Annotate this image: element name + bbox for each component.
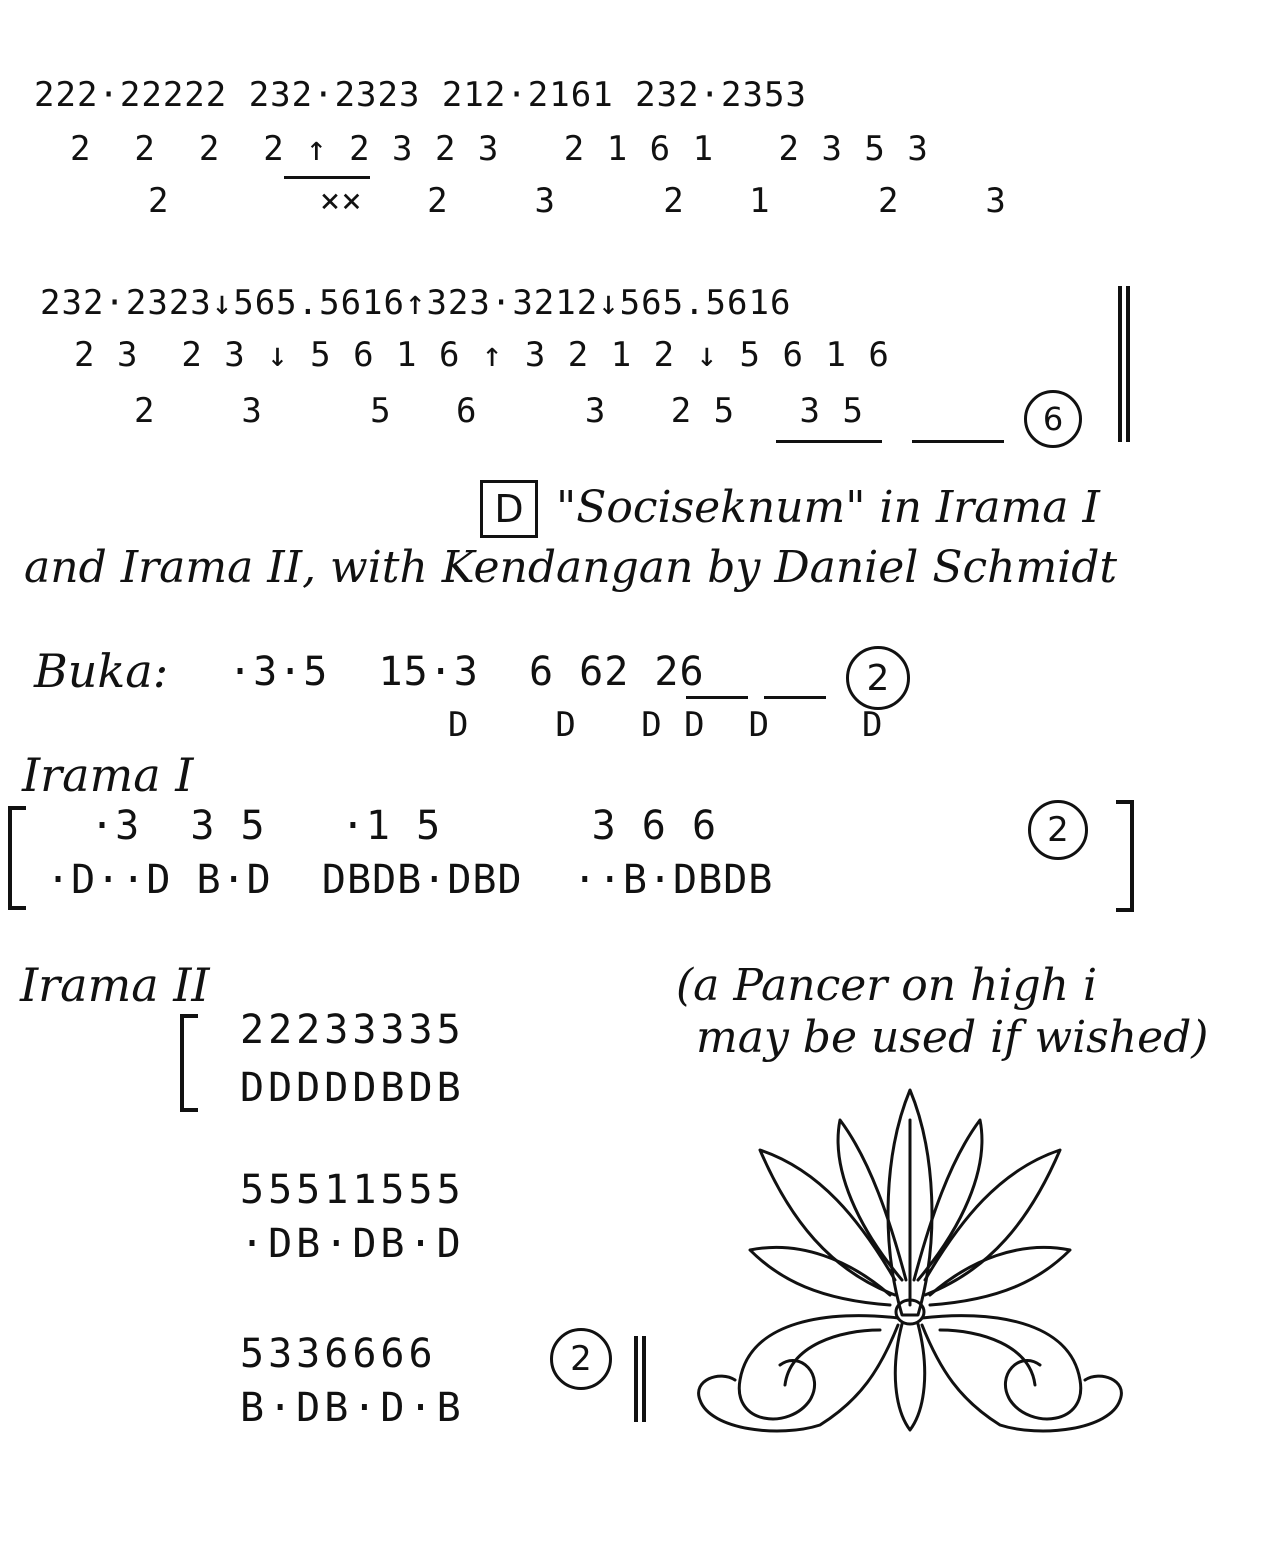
irama1-start-repeat xyxy=(8,806,26,910)
system1-bottom-line: 2 ×× 2 3 2 1 2 3 xyxy=(148,181,1007,221)
irama2-label: Irama II xyxy=(20,958,210,1012)
system2-end-repeat-bar xyxy=(1118,286,1130,442)
irama2-gong-circle: 2 xyxy=(550,1328,612,1390)
system2-middle-line: 2 3 2 3 ↓ 5 6 1 6 ↑ 3 2 1 2 ↓ 5 6 1 6 xyxy=(74,335,890,375)
section-d-box: D xyxy=(480,480,538,538)
irama2-line3-notes: 5336666 xyxy=(240,1331,437,1377)
irama2-pancer-note-line2: may be used if wished) xyxy=(696,1012,1209,1063)
section-d-title-line1: "Sociseknum" in Irama I xyxy=(556,482,1100,533)
system2-gong-circle: 6 xyxy=(1024,390,1082,448)
system2-underline-a xyxy=(776,440,882,443)
lotus-scroll-ornament xyxy=(680,1080,1140,1440)
irama2-end-repeat-bar xyxy=(634,1336,646,1422)
irama2-line3-kendang: B·DB·D·B xyxy=(240,1385,465,1431)
buka-notes: ·3·5 15·3 6 62 26 xyxy=(228,649,705,695)
system2-underline-b xyxy=(912,440,1004,443)
buka-label: Buka: xyxy=(34,644,169,698)
system2-bottom-line: 2 3 5 6 3 2 5 3 5 xyxy=(134,391,864,431)
irama1-gong-circle: 2 xyxy=(1028,800,1088,860)
irama2-line2-notes: 55511555 xyxy=(240,1167,465,1213)
irama2-pancer-note-line1: (a Pancer on high i xyxy=(676,960,1098,1011)
irama1-kendang: ·D··D B·D DBDB·DBD ··B·DBDB xyxy=(46,857,774,903)
buka-underline-a xyxy=(686,696,748,699)
system1-middle-line: 2 2 2 2 ↑ 2 3 2 3 2 1 6 1 2 3 5 3 xyxy=(70,129,929,169)
buka-underline-b xyxy=(764,696,826,699)
buka-gong-kendang: D xyxy=(862,705,884,745)
buka-gong-circle: 2 xyxy=(846,646,910,710)
buka-kendang: D D D D D xyxy=(448,705,771,745)
system1-top-line: 222·22222 232·2323 212·2161 232·2353 xyxy=(34,75,807,115)
irama1-end-repeat xyxy=(1116,800,1134,912)
irama2-line2-kendang: ·DB·DB·D xyxy=(240,1221,465,1267)
section-d-title-line2: and Irama II, with Kendangan by Daniel Schmidt xyxy=(24,542,1118,593)
irama1-label: Irama I xyxy=(22,748,194,802)
system2-top-line: 232·2323↓565.5616↑323·3212↓565.5616 xyxy=(40,283,792,323)
irama2-line1-kendang: DDDDDBDB xyxy=(240,1065,465,1111)
system1-underline xyxy=(284,176,370,179)
irama1-notes: ·3 3 5 ·1 5 3 6 6 xyxy=(90,803,718,849)
irama2-line1-notes: 22233335 xyxy=(240,1007,465,1053)
irama2-start-repeat xyxy=(180,1014,198,1112)
